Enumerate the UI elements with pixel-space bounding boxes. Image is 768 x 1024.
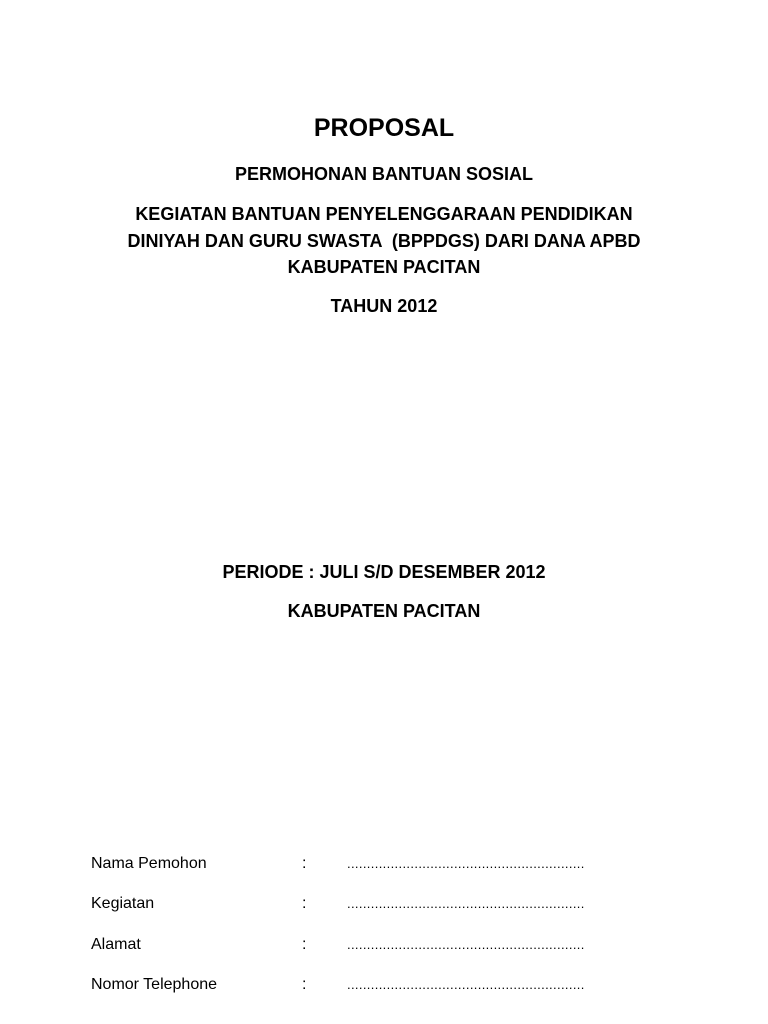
document-regency: KABUPATEN PACITAN: [287, 601, 481, 621]
document-year: TAHUN 2012: [330, 296, 438, 316]
form-row-nomor-telephone: [91, 974, 691, 1014]
form-label: Nama Pemohon: [91, 855, 207, 872]
form-row-nama-pemohon: [91, 853, 691, 893]
form-label: Alamat: [91, 935, 141, 953]
form-label: Nomor Telephone: [91, 975, 218, 993]
activity-line: DINIYAH DAN GURU SWASTA (BPPDGS) DARI DANA APBD: [127, 230, 641, 251]
form-row-kegiatan: [91, 893, 691, 933]
form-colon: :: [302, 895, 307, 913]
form-blank-line: ............................................................: [347, 856, 585, 871]
applicant-form: [91, 853, 691, 1014]
form-colon: :: [302, 855, 307, 872]
form-colon: :: [302, 935, 307, 953]
form-blank-line: ............................................................: [347, 896, 585, 912]
form-label: Kegiatan: [91, 895, 155, 913]
document-period: PERIODE : JULI S/D DESEMBER 2012: [222, 562, 546, 582]
activity-line: KEGIATAN BANTUAN PENYELENGGARAAN PENDIDIKAN: [135, 204, 633, 224]
activity-line: KABUPATEN PACITAN: [287, 257, 481, 277]
form-row-alamat: [91, 934, 691, 974]
form-colon: :: [302, 975, 307, 993]
form-blank-line: ............................................................: [347, 976, 585, 992]
document-title: PROPOSAL: [313, 114, 455, 142]
form-blank-line: ............................................................: [347, 936, 585, 952]
document-subtitle: PERMOHONAN BANTUAN SOSIAL: [234, 164, 533, 184]
activity-title: [0, 201, 768, 281]
